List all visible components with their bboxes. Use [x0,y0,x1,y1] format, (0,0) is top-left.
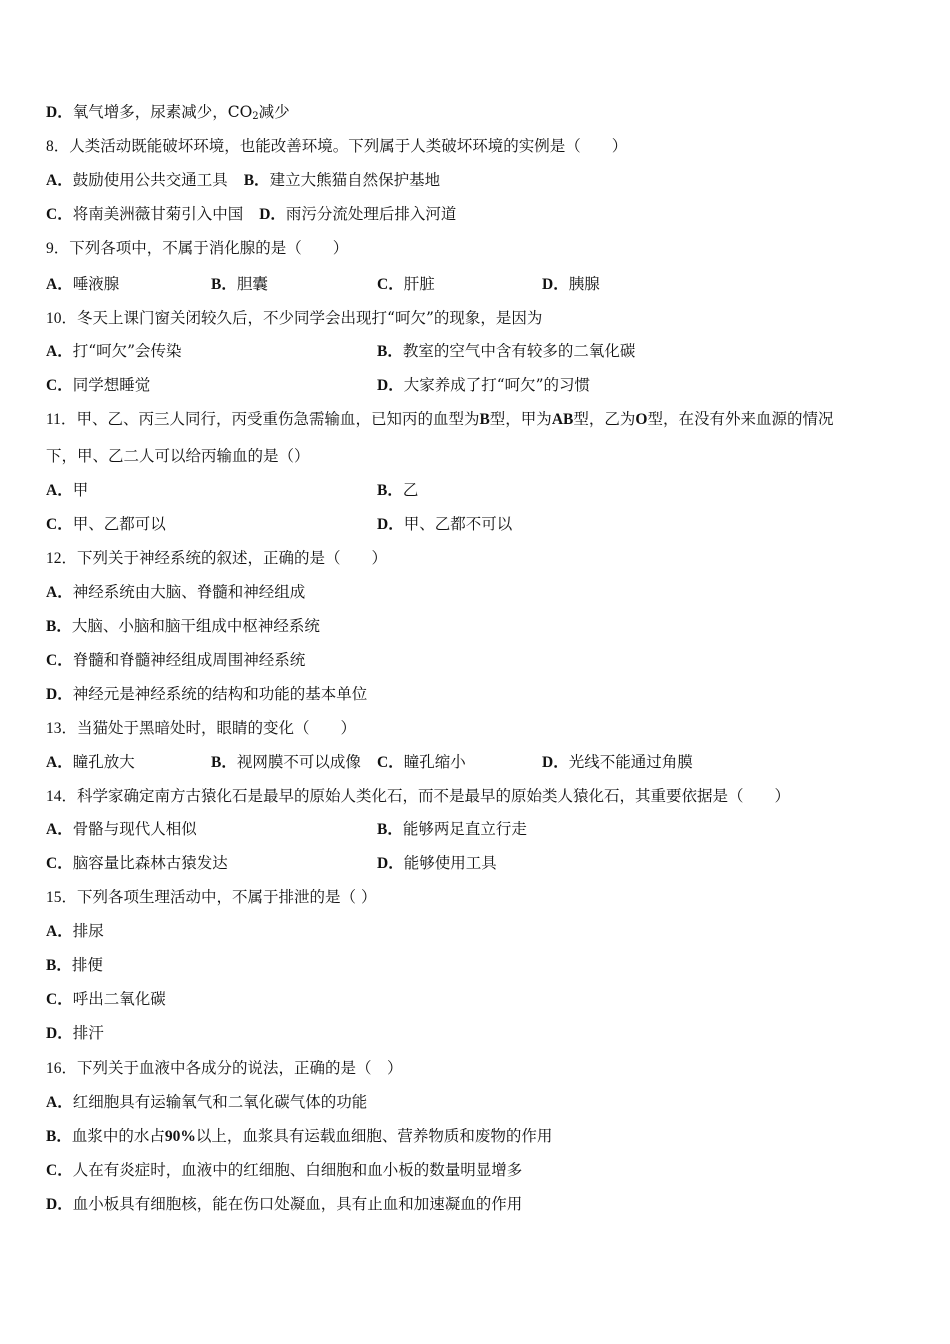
option-letter: A． [46,923,73,940]
question-number: 12． [46,550,78,567]
option-text: 将南美洲薇甘菊引入中国 [72,205,244,223]
option-letter: D． [46,104,73,121]
q13-option-a [46,752,135,773]
question-number: 11． [46,411,77,428]
q11-option-b [377,480,418,501]
question-text: 甲、乙、丙三人同行，丙受重伤急需输血，已知丙的血型为 [76,410,480,428]
option-text: 教室的空气中含有较多的二氧化碳 [402,342,636,360]
q10-option-c [46,375,150,396]
option-letter: C． [46,652,73,669]
percentage-value: 90% [164,1128,196,1145]
q13-stem [46,718,356,739]
q13-option-d [542,752,693,773]
q8-options-cd [46,204,456,225]
question-number: 15． [46,889,78,906]
question-number: 14． [46,788,78,805]
option-letter: A． [46,343,73,360]
option-letter: B． [243,172,270,189]
option-letter: D． [46,1025,73,1042]
q8-option-b [244,171,440,189]
option-letter: B． [46,618,72,635]
option-text: 光线不能通过角膜 [568,753,693,771]
option-text: 红细胞具有运输氧气和二氧化碳气体的功能 [72,1093,368,1111]
option-text: 同学想睡觉 [72,376,151,394]
q8-option-c [46,205,243,223]
option-letter: A． [46,482,73,499]
option-letter: C． [377,754,404,771]
question-number: 10． [46,310,78,327]
option-letter: B． [377,821,403,838]
option-text: 排汗 [72,1024,104,1042]
option-text: 排便 [71,956,103,974]
option-letter: B． [46,957,72,974]
q12-option-c [46,650,305,671]
option-text: 乙 [402,481,419,499]
option-letter: C． [46,377,73,394]
question-number: 8． [46,138,70,155]
q8-options-ab [46,170,440,191]
question-text: 型，在没有外来血源的情况 [647,410,834,428]
q11-option-d [377,514,512,535]
option-letter: D． [377,377,404,394]
blood-type-b: B [479,411,490,428]
question-text: 当猫处于黑暗处时，眼睛的变化（ ） [77,719,357,737]
option-letter: D． [542,754,569,771]
q11-option-a [46,480,88,501]
option-letter: D． [46,1196,73,1213]
question-text: 下列关于血液中各成分的说法，正确的是（ ） [77,1059,403,1077]
option-letter: D． [542,276,569,293]
option-letter: B． [211,276,237,293]
option-text: 建立大熊猫自然保护基地 [269,171,441,189]
question-text: 下列关于神经系统的叙述，正确的是（ ） [77,549,388,567]
option-text: 胰腺 [568,275,600,293]
q9-option-a [46,274,119,295]
q16-option-a [46,1092,367,1113]
option-letter: C． [46,516,73,533]
q15-option-a [46,921,104,942]
question-text: 科学家确定南方古猿化石是最早的原始人类化石，而不是最早的原始类人猿化石，其重要依据是（ ） [77,787,791,805]
q10-option-a [46,341,182,362]
question-text: 下列各项生理活动中，不属于排泄的是（ ） [77,888,377,906]
option-letter: D． [377,855,404,872]
option-text: 甲、乙都可以 [72,515,166,533]
q14-option-d [377,853,497,874]
q9-stem [46,238,348,259]
option-letter: A． [46,1094,73,1111]
option-letter: A． [46,821,73,838]
option-letter: D． [46,686,73,703]
q9-option-d [542,274,600,295]
option-text: 肝脏 [403,275,435,293]
q11-stem-line1 [46,409,833,430]
q8-option-d [259,205,456,223]
option-text: 甲 [72,481,89,499]
option-text: 瞳孔放大 [72,753,135,771]
option-letter: B． [377,343,403,360]
option-text: 雨污分流处理后排入河道 [285,205,457,223]
option-text: 血浆中的水占 [71,1127,165,1145]
option-text: 视网膜不可以成像 [236,753,361,771]
option-text: 骨骼与现代人相似 [72,820,197,838]
option-letter: B． [211,754,237,771]
option-letter: C． [46,991,73,1008]
option-text: 大家养成了打“呵欠”的习惯 [403,376,591,394]
option-letter: A． [46,276,73,293]
option-text: 能够两足直立行走 [402,820,527,838]
question-text: 型，乙为 [573,410,636,428]
q12-option-d [46,684,367,705]
q16-option-b [46,1126,552,1147]
q12-option-b [46,616,320,637]
option-text: 脊髓和脊髓神经组成周围神经系统 [72,651,306,669]
q16-option-c [46,1160,522,1181]
option-text: 血小板具有细胞核，能在伤口处凝血，具有止血和加速凝血的作用 [72,1195,523,1213]
question-number: 9． [46,240,70,257]
q10-option-b [377,341,635,362]
q8-option-a [46,171,228,189]
option-text: 唾液腺 [72,275,120,293]
blood-type-o: O [635,411,648,428]
question-text: 下列各项中，不属于消化腺的是（ ） [69,239,349,257]
option-letter: C． [46,1162,73,1179]
option-text-tail: 减少 [258,103,290,121]
q15-stem [46,887,376,908]
q15-option-d [46,1023,104,1044]
q13-option-c [377,752,466,773]
q16-option-d [46,1194,522,1215]
q9-option-c [377,274,435,295]
question-text: 型，甲为 [489,410,552,428]
q15-option-c [46,989,166,1010]
q11-option-c [46,514,166,535]
question-text: 人类活动既能破坏环境，也能改善环境。下列属于人类破坏环境的实例是（ ） [69,137,628,155]
option-letter: D． [259,206,286,223]
q15-option-b [46,955,103,976]
option-letter: C． [46,855,73,872]
option-text: 人在有炎症时，血液中的红细胞、白细胞和血小板的数量明显增多 [72,1161,523,1179]
q7-option-d [46,102,290,123]
option-text: 甲、乙都不可以 [403,515,513,533]
blood-type-ab: AB [551,411,574,428]
option-text: 神经元是神经系统的结构和功能的基本单位 [72,685,368,703]
option-text: 排尿 [72,922,104,940]
question-number: 13． [46,720,78,737]
q13-option-b [211,752,361,773]
q10-option-d [377,375,590,396]
q12-stem [46,548,387,569]
q8-stem [46,136,627,157]
option-letter: B． [46,1128,72,1145]
q14-stem [46,786,790,807]
option-text: 胆囊 [236,275,268,293]
option-letter: A． [46,754,73,771]
question-number: 16． [46,1060,78,1077]
q11-stem-line2: 下，甲、乙二人可以给丙输血的是（） [46,447,310,465]
option-letter: A． [46,172,73,189]
option-letter: D． [377,516,404,533]
option-text: 呼出二氧化碳 [72,990,166,1008]
option-text: 能够使用工具 [403,854,497,872]
option-text-tail: 以上，血浆具有运载血细胞、营养物质和废物的作用 [195,1127,553,1145]
q14-option-c [46,853,228,874]
q14-option-b [377,819,527,840]
option-text: 脑容量比森林古猿发达 [72,854,228,872]
question-text: 冬天上课门窗关闭较久后，不少同学会出现打“呵欠”的现象，是因为 [77,309,543,327]
option-text: 打“呵欠”会传染 [72,342,182,360]
q9-option-b [211,274,268,295]
option-text: 大脑、小脑和脑干组成中枢神经系统 [71,617,320,635]
option-text: 瞳孔缩小 [403,753,466,771]
option-letter: B． [377,482,403,499]
option-text: 鼓励使用公共交通工具 [72,171,228,189]
subscript: 2 [252,111,259,122]
option-text: 神经系统由大脑、脊髓和神经组成 [72,583,306,601]
q14-option-a [46,819,197,840]
q10-stem [46,308,542,329]
option-letter: A． [46,584,73,601]
option-letter: C． [377,276,404,293]
q16-stem [46,1058,403,1079]
option-letter: C． [46,206,73,223]
q12-option-a [46,582,305,603]
option-text: 氧气增多，尿素减少，CO [72,103,253,121]
